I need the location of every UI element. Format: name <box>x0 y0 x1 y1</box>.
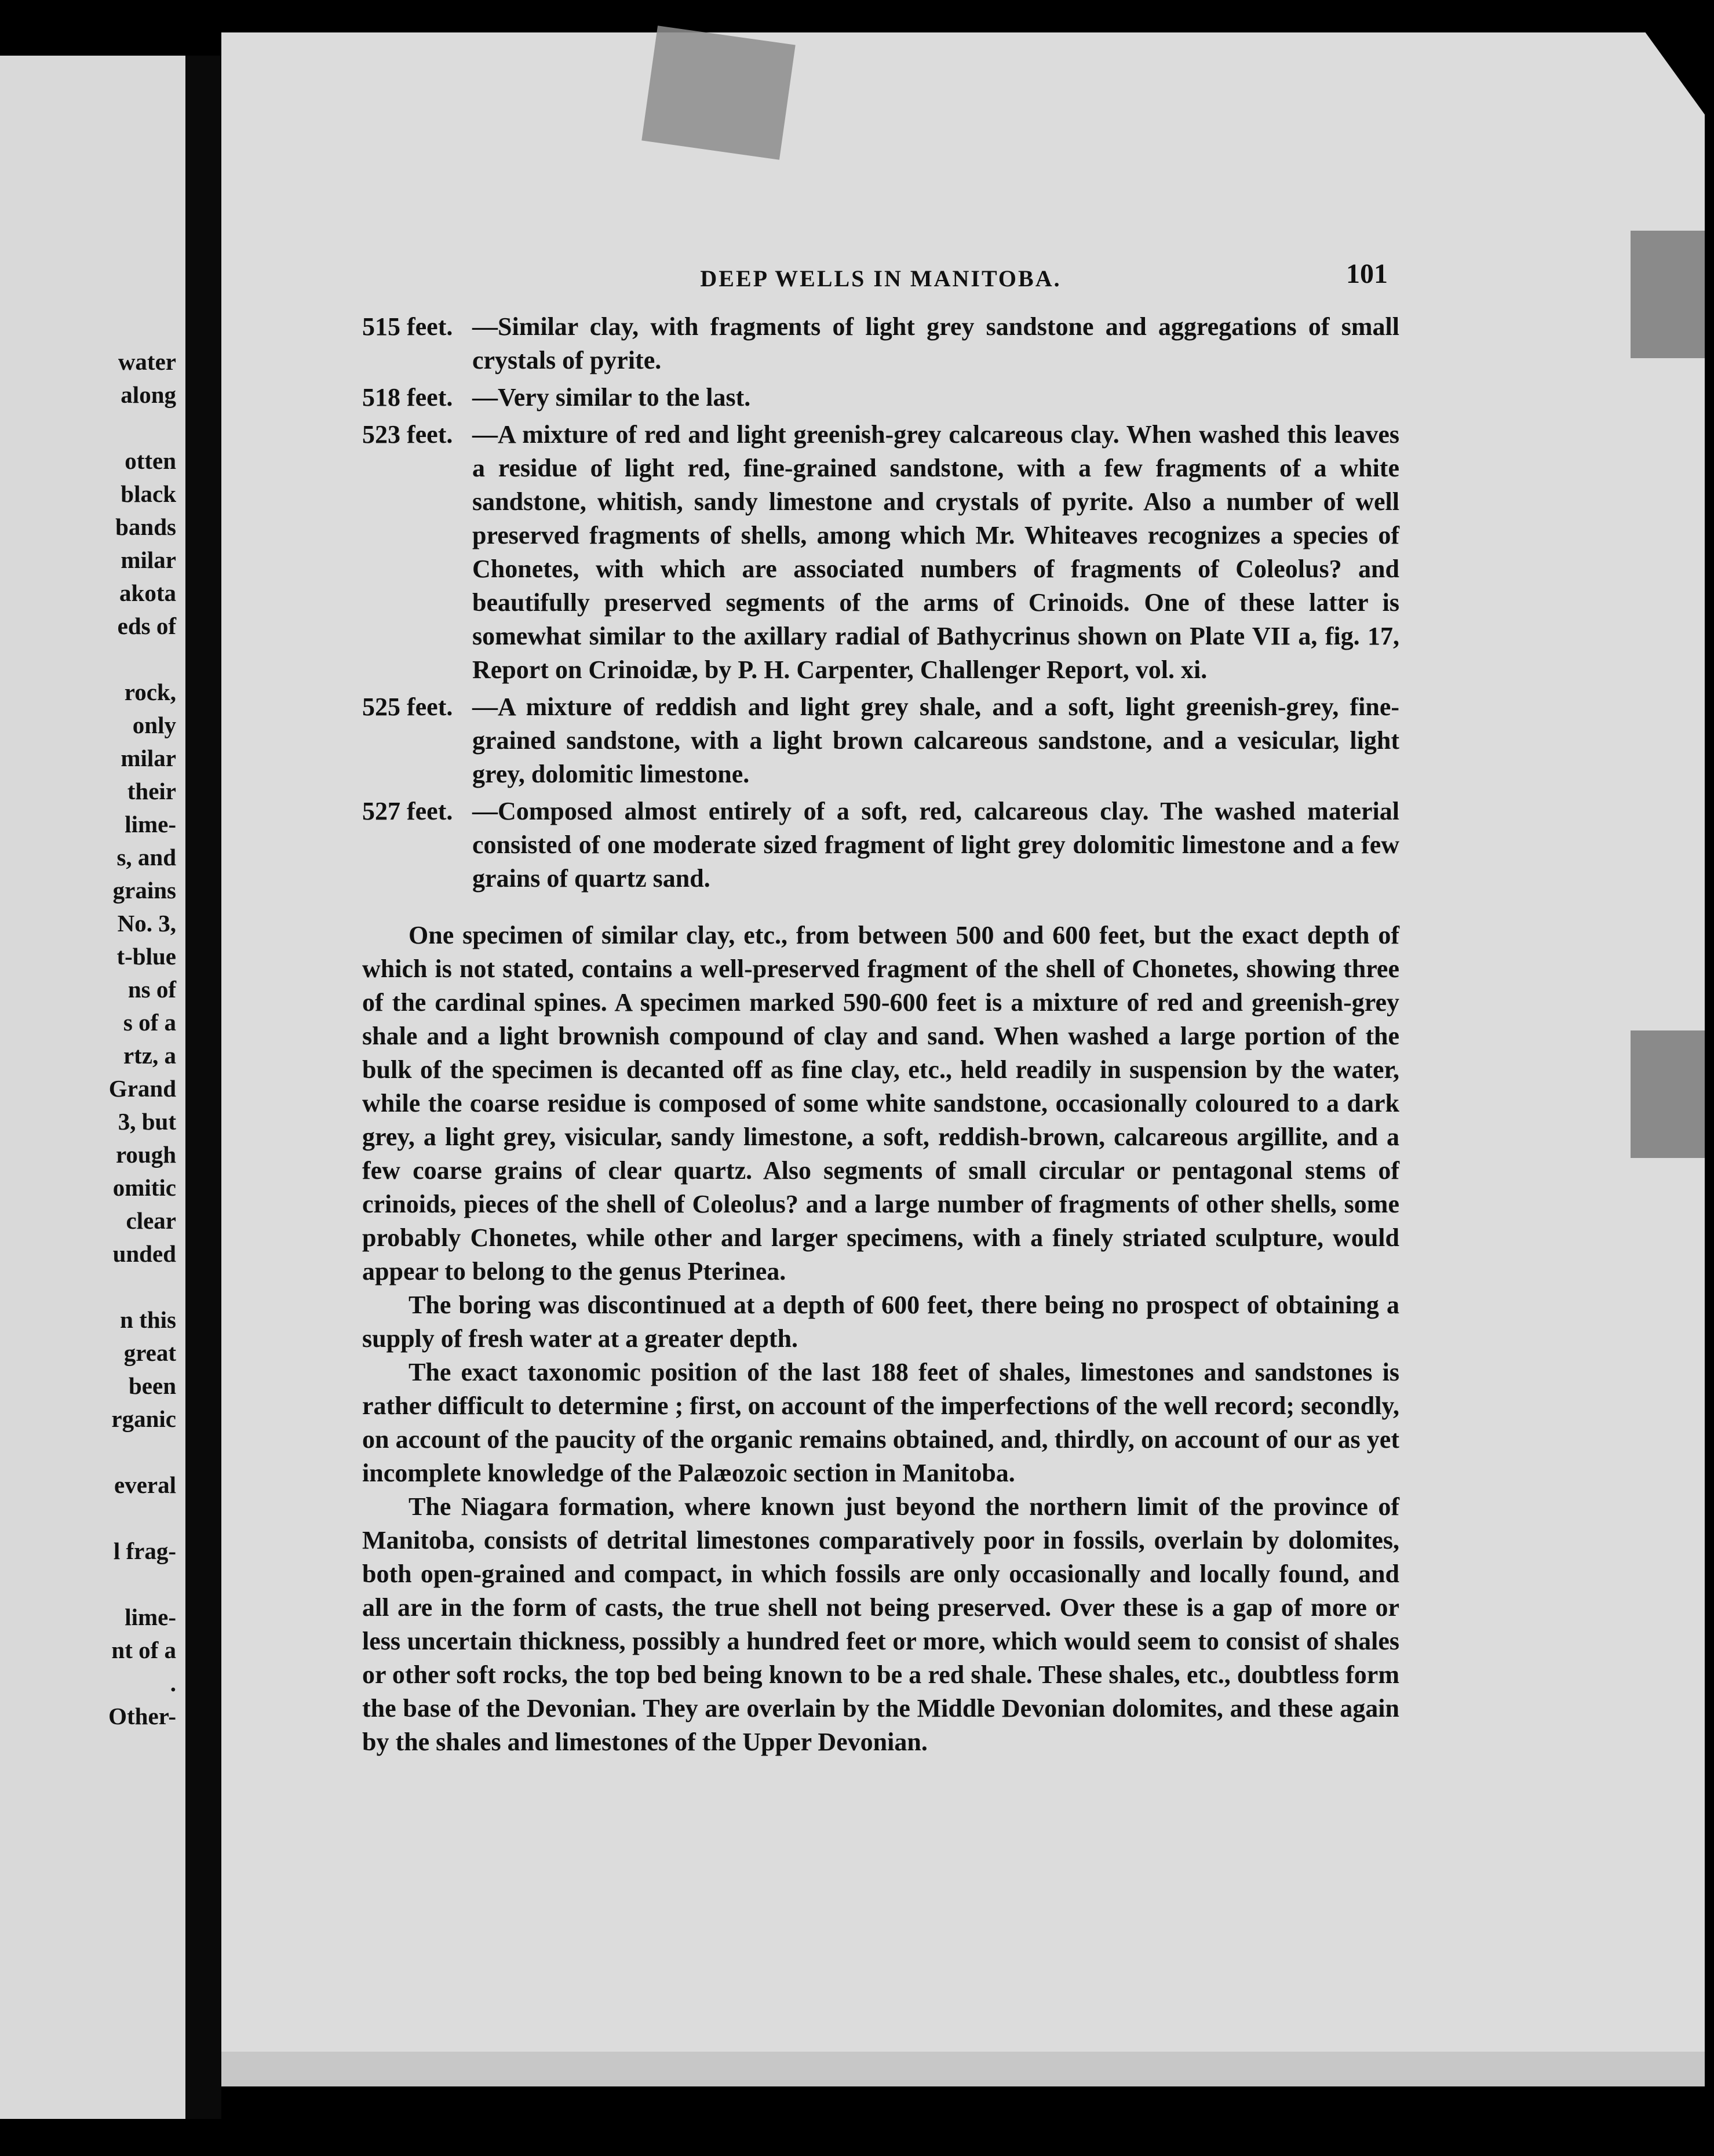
entry-text: —Very similar to the last. <box>472 383 751 411</box>
left-page-line: lime- <box>125 811 176 837</box>
book-gutter <box>185 56 221 2119</box>
left-page-line: rough <box>115 1141 176 1168</box>
left-page-line: . <box>170 1670 176 1696</box>
left-page-line: great <box>123 1339 176 1366</box>
left-page-line: No. 3, <box>117 910 176 937</box>
left-page-line: rtz, a <box>123 1042 176 1069</box>
left-page-line: Grand <box>108 1075 176 1102</box>
left-page-line: black <box>121 480 176 507</box>
left-facing-page <box>0 56 185 2119</box>
entry-depth: 527 feet. <box>362 797 453 825</box>
left-page-line: n this <box>120 1306 176 1333</box>
body-paragraph: The Niagara formation, where known just beyond the northern limit of the province of Manitoba, consists of detrital limestones comparatively poor in fossils, overlain by dolomites, both open-grained and compact, in which fossils are only occasionally and locally found, and all are in the form of casts, the true shell not being preserved. Over these is a gap of more or less uncertain thickness, possibly a hundred feet or more, which would seem to consist of shales or other soft rocks, the top bed being known to be a red shale. These shales, etc., doubtless form the base of the Devonian. They are overlain by the Middle Devonian dolomites, and these again by the shales and limestones of the Upper Devonian. <box>362 1492 1399 1756</box>
entry-depth: 515 feet. <box>362 312 453 341</box>
body-paragraph: The exact taxonomic position of the last 188 feet of shales, limestones and sandstones is rather difficult to determine ; first, on account of the imperfections of the well record; secondly, on account of the paucity of the organic remains obtained, and, thirdly, on account of our as yet incomplete knowledge of the Palæozoic section in Manitoba. <box>362 1358 1399 1487</box>
left-page-line: along <box>121 381 176 408</box>
page-bottom-edge <box>221 2052 1705 2086</box>
depth-entry <box>362 795 1399 895</box>
depth-entry <box>362 690 1399 791</box>
left-page-line: rganic <box>111 1405 176 1432</box>
left-page-line: ns of <box>127 976 176 1003</box>
entry-depth: 518 feet. <box>362 383 453 411</box>
left-page-line <box>2 411 176 445</box>
left-page-line: s of a <box>123 1009 176 1036</box>
left-page-line: milar <box>121 547 176 573</box>
left-page-line: lime- <box>125 1604 176 1630</box>
left-page-line: clear <box>126 1207 176 1234</box>
page-edge-tab <box>1631 231 1705 358</box>
entry-text: —A mixture of reddish and light grey shale, and a soft, light greenish-grey, fine-grained sandstone, with a light brown calcareous sandstone, and a vesicular, light grey, dolomitic limestone. <box>472 693 1399 788</box>
left-page-line: otten <box>125 447 176 474</box>
running-title: DEEP WELLS IN MANITOBA. <box>700 265 1062 292</box>
left-page-line: grains <box>112 877 176 904</box>
entry-text: —A mixture of red and light greenish-grey calcareous clay. When washed this leaves a residue of light red, fine-grained sandstone, with a few fragments of a white sandstone, whitish, sandy limestone and crystals of pyrite. Also a number of well preserved fragments of shells, among which Mr. Whiteaves recognizes a species of Chonetes, with which are associated numbers of fragments of Coleolus? and beautifully preserved segments of the arms of Crinoids. One of these latter is somewhat similar to the axillary radial of Bathycrinus shown on Plate VII a, fig. 17, Report on Crinoidæ, by P. H. Carpenter, Challenger Report, vol. xi. <box>472 420 1399 684</box>
left-page-line: t-blue <box>116 943 176 970</box>
left-page-line: water <box>118 348 176 375</box>
left-page-line: Other- <box>108 1703 176 1729</box>
left-page-line <box>2 643 176 676</box>
page-content <box>362 258 1399 1759</box>
left-page-line: akota <box>119 580 176 606</box>
running-header <box>362 258 1399 298</box>
depth-entry <box>362 418 1399 687</box>
page-number: 101 <box>1346 258 1388 289</box>
left-page-line <box>2 1568 176 1601</box>
page-edge-tab <box>1631 1030 1705 1158</box>
entry-text: —Similar clay, with fragments of light grey sandstone and aggregations of small crystals of pyrite. <box>472 312 1399 374</box>
entry-text: —Composed almost entirely of a soft, red, calcareous clay. The washed material consisted of one moderate sized fragment of light grey dolomitic limestone and a few grains of quartz sand. <box>472 797 1399 893</box>
left-page-line: bands <box>115 513 176 540</box>
left-page-text-fragments <box>2 345 176 1733</box>
left-page-line: 3, but <box>118 1108 176 1135</box>
left-page-line: unded <box>112 1240 176 1267</box>
left-page-line <box>2 1270 176 1303</box>
body-paragraph: One specimen of similar clay, etc., from between 500 and 600 feet, but the exact depth of which is not stated, contains a well-preserved fragment of the shell of Chonetes, showing three of the cardinal spines. A specimen marked 590-600 feet is a mixture of red and greenish-grey shale and a light brownish compound of clay and sand. When washed a large portion of the bulk of the specimen is decanted off as fine clay, etc., held readily in suspension by the water, while the coarse residue is composed of some white sandstone, occasionally coloured to a dark grey, a light grey, visicular, sandy limestone, a soft, reddish-brown, calcareous argillite, and a few coarse grains of clear quartz. Also segments of small circular or pentagonal stems of crinoids, pieces of the shell of Coleolus? and a large number of fragments of other shells, some probably Chonetes, while other and larger specimens, with a finely striated sculpture, would appear to belong to the genus Pterinea. <box>362 921 1399 1285</box>
left-page-line: nt of a <box>111 1637 176 1663</box>
left-page-line: rock, <box>124 679 176 705</box>
depth-entry <box>362 381 1399 414</box>
left-page-line <box>2 1502 176 1535</box>
left-page-line: been <box>129 1372 176 1399</box>
left-page-line: s, and <box>116 844 176 871</box>
left-page-line: their <box>127 778 176 804</box>
depth-entry <box>362 310 1399 377</box>
left-page-line: eds of <box>117 613 176 639</box>
entry-depth: 523 feet. <box>362 420 453 449</box>
left-page-line: omitic <box>112 1174 176 1201</box>
left-page-line <box>2 1436 176 1469</box>
left-page-line: l frag- <box>113 1538 176 1564</box>
tape-mark <box>641 26 795 159</box>
left-page-line: milar <box>121 745 176 771</box>
body-paragraph: The boring was discontinued at a depth of 600 feet, there being no prospect of obtaining a supply of fresh water at a greater depth. <box>362 1291 1399 1353</box>
left-page-line: only <box>132 712 176 738</box>
entry-depth: 525 feet. <box>362 693 453 721</box>
left-page-line: everal <box>114 1472 176 1498</box>
